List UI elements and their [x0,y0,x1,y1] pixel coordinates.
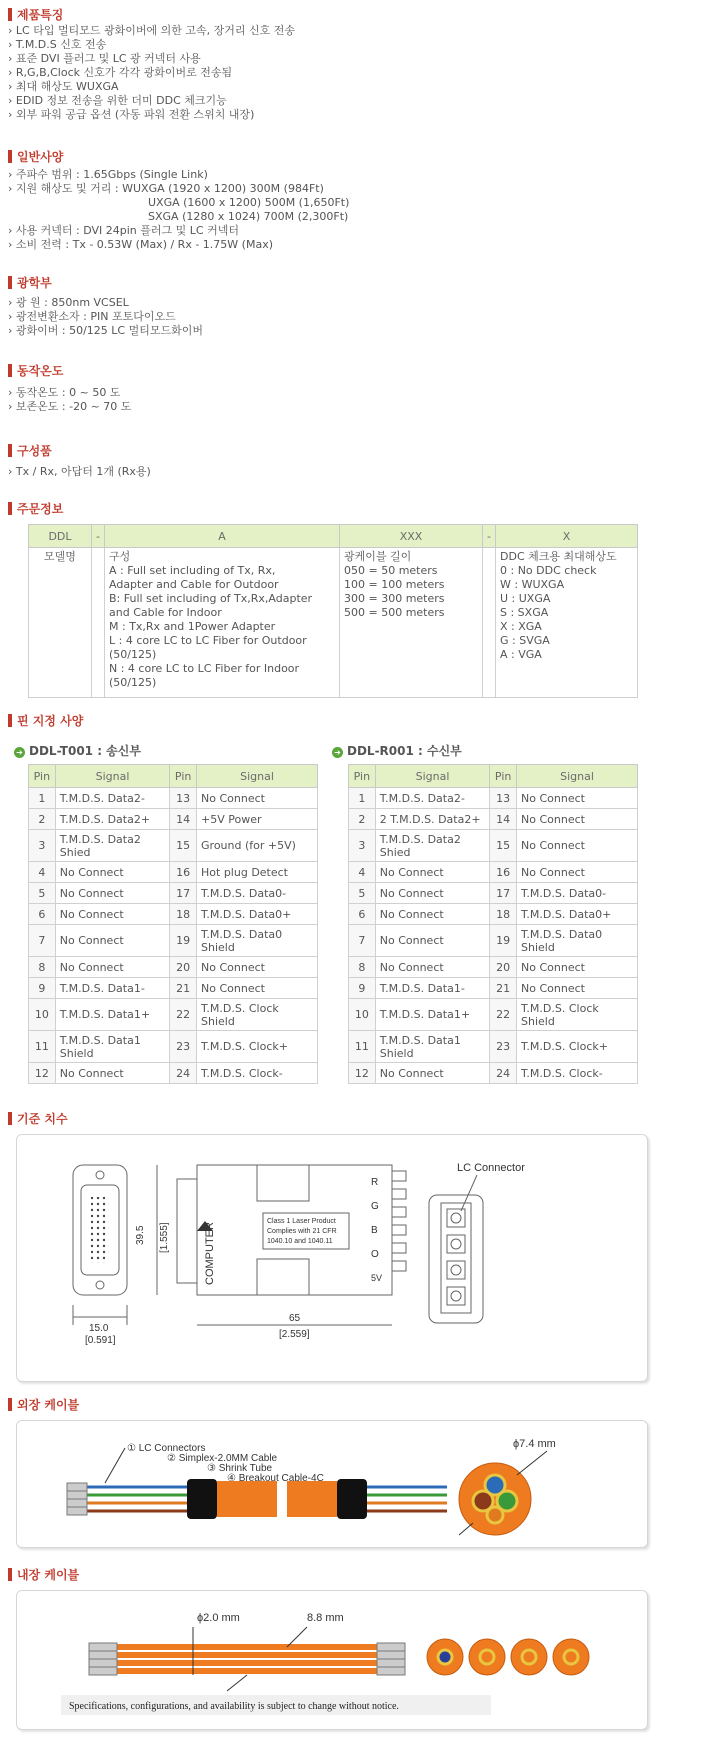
order-a-line: B: Full set including of Tx,Rx,Adapter [109,592,313,605]
pin-table-header: Pin [490,765,517,788]
table-row [349,999,638,1031]
pin-signal: No Connect [517,862,638,883]
table-row [29,1031,318,1063]
order-xxx-line: 050 = 50 meters [344,564,438,577]
lc-connector-label: LC Connector [457,1162,525,1174]
led-o: O [371,1249,379,1260]
dimension-svg [17,1135,647,1381]
pin-signal: T.M.D.S. Clock- [517,1063,638,1084]
order-a-line: A : Full set including of Tx, Rx, [109,564,276,577]
pin-number: 19 [170,925,197,957]
pin-number: 12 [349,1063,376,1084]
list-item: › LC 타입 멀티모드 광화이버에 의한 고속, 장거리 신호 전송 [8,24,295,38]
label-lc-connectors: ① LC Connectors [127,1443,206,1454]
table-row [349,925,638,957]
pin-number: 24 [490,1063,517,1084]
pin-number: 12 [29,1063,56,1084]
table-row [29,809,318,830]
pin-number: 18 [490,904,517,925]
pin-signal: 2 T.M.D.S. Data2+ [375,809,490,830]
list-item: › R,G,B,Clock 신호가 각각 광화이버로 전송됨 [8,66,295,80]
order-a-line: and Cable for Indoor [109,606,222,619]
table-row [349,788,638,809]
pin-number: 22 [490,999,517,1031]
pin-number: 11 [349,1031,376,1063]
pin-signal: T.M.D.S. Data2- [375,788,490,809]
table-row [29,925,318,957]
pin-number: 4 [29,862,56,883]
list-item: › 광화이버 : 50/125 LC 멀티모드화이버 [8,324,203,338]
pin-signal: T.M.D.S. Clock Shield [517,999,638,1031]
order-x-line: S : SXGA [500,606,549,619]
pin-signal: T.M.D.S. Data2 Shied [375,830,490,862]
pin-number: 16 [170,862,197,883]
features-list [8,24,295,122]
pin-number: 10 [29,999,56,1031]
pin-signal: No Connect [517,809,638,830]
table-row [29,788,318,809]
pin-signal: T.M.D.S. Data2- [55,788,170,809]
pin-signal: T.M.D.S. Clock- [197,1063,318,1084]
pin-number: 14 [170,809,197,830]
pin-signal: No Connect [375,925,490,957]
order-a-line: (50/125) [109,648,157,661]
pin-table-header: Pin [349,765,376,788]
rx-pin-title: ➔ DDL-R001 : 수신부 [332,742,462,759]
order-a-line: M : Tx,Rx and 1Power Adapter [109,620,276,633]
order-x-line: U : UXGA [500,592,551,605]
list-item: › 표준 DVI 플러그 및 LC 광 커넥터 사용 [8,52,295,66]
pin-signal: +5V Power [197,809,318,830]
order-header: - [483,525,496,548]
tx-pin-title: ➔ DDL-T001 : 송신부 [14,742,141,759]
pin-signal: No Connect [197,978,318,999]
label-width: 8.8 mm [307,1612,344,1624]
pin-number: 6 [29,904,56,925]
led-r: R [371,1177,379,1188]
pin-signal: No Connect [517,957,638,978]
notice-text: Specifications, configurations, and availability is subject to change without notice. [69,1701,399,1712]
pin-number: 14 [490,809,517,830]
pin-number: 6 [349,904,376,925]
table-row [349,830,638,862]
outdoor-cable-drawing [16,1420,648,1548]
pin-number: 17 [170,883,197,904]
list-item: › 지원 해상도 및 거리 : WUXGA (1920 x 1200) 300M (984Ft) [8,182,349,196]
order-a-line: N : 4 core LC to LC Fiber for Indoor [109,662,300,675]
arrow-icon: ➔ [14,747,25,758]
list-item: UXGA (1600 x 1200) 500M (1,650Ft) [148,196,350,209]
table-row [29,830,318,862]
section-title-dims: 기준 치수 [8,1110,68,1127]
pin-number: 13 [490,788,517,809]
table-row [29,957,318,978]
pin-number: 20 [490,957,517,978]
laser-line-2: Complies with 21 CFR [267,1228,337,1235]
pin-number: 20 [170,957,197,978]
pin-signal: T.M.D.S. Data0 Shield [517,925,638,957]
order-header: X [496,525,638,548]
pin-number: 2 [349,809,376,830]
pin-signal: No Connect [375,862,490,883]
pin-signal: No Connect [375,883,490,904]
table-row [29,978,318,999]
dim-width-inch: [0.591] [85,1335,116,1346]
led-5v: 5V [371,1273,383,1283]
table-row [349,1031,638,1063]
pin-table-header: Pin [29,765,56,788]
pin-number: 24 [170,1063,197,1084]
order-x-line: W : WUXGA [500,578,565,591]
led-g: G [371,1201,379,1212]
pin-signal: T.M.D.S. Data0- [197,883,318,904]
pin-table-header: Signal [375,765,490,788]
table-row [29,1063,318,1084]
order-header: XXX [340,525,483,548]
table-row [349,957,638,978]
order-header: A [105,525,340,548]
pin-number: 4 [349,862,376,883]
pin-signal: No Connect [375,904,490,925]
pin-signal: No Connect [55,957,170,978]
list-item: › EDID 정보 전송을 위한 더미 DDC 체크기능 [8,94,295,108]
table-row [29,904,318,925]
order-a-line: (50/125) [109,676,157,689]
pin-number: 23 [170,1031,197,1063]
label-shrink: ③ Shrink Tube [207,1463,273,1474]
pin-number: 19 [490,925,517,957]
list-item: › 광전변환소자 : PIN 포토다이오드 [8,310,203,324]
label-diameter: ϕ7.4 mm [513,1438,556,1450]
pin-signal: T.M.D.S. Data1- [375,978,490,999]
laser-line-1: Class 1 Laser Product [267,1218,336,1225]
label-breakout: ④ Breakout Cable-4C [227,1473,324,1484]
order-spacer [92,548,105,698]
outdoor-cable-svg [17,1421,647,1547]
dimension-drawing [16,1134,648,1382]
simplex-cables [87,1487,187,1511]
pin-number: 1 [349,788,376,809]
pin-number: 5 [349,883,376,904]
order-x-line: G : SVGA [500,634,550,647]
list-item: › 광 원 : 850nm VCSEL [8,296,203,310]
pin-number: 9 [29,978,56,999]
order-xxx-line: 광케이블 길이 [344,550,412,563]
section-title-optical: 광학부 [8,274,52,291]
simplex-cables-right [367,1487,447,1511]
pin-signal: T.M.D.S. Data0+ [517,904,638,925]
order-table [28,524,638,698]
pin-number: 9 [349,978,376,999]
pin-number: 22 [170,999,197,1031]
table-row [29,999,318,1031]
pin-number: 1 [29,788,56,809]
order-xxx-line: 300 = 300 meters [344,592,445,605]
list-item: › 사용 커넥터 : DVI 24pin 플러그 및 LC 커넥터 [8,224,349,238]
indoor-cable-svg [17,1591,647,1729]
pin-signal: T.M.D.S. Data0+ [197,904,318,925]
list-item: › 주파수 범위 : 1.65Gbps (Single Link) [8,168,349,182]
components-list [8,465,151,479]
pin-number: 18 [170,904,197,925]
pin-number: 13 [170,788,197,809]
table-row [349,883,638,904]
pin-signal: No Connect [197,957,318,978]
breakout-cable [217,1481,277,1517]
indoor-cross-sections [427,1639,589,1675]
dim-height-label: 39.5 [135,1225,146,1245]
pin-signal: No Connect [375,1063,490,1084]
list-item: › Tx / Rx, 아답터 1개 (Rx용) [8,465,151,479]
pin-number: 23 [490,1031,517,1063]
order-label: 모델명 [29,548,92,698]
computer-label: COMPUTER [204,1222,216,1285]
pin-signal: T.M.D.S. Data1 Shield [375,1031,490,1063]
pin-signal: No Connect [375,957,490,978]
order-spacer [483,548,496,698]
laser-line-3: 1040.10 and 1040.11 [267,1238,333,1245]
table-row [29,862,318,883]
list-item: › 동작온도 : 0 ~ 50 도 [8,386,131,400]
order-x-line: X : XGA [500,620,542,633]
table-row [349,862,638,883]
general-list [8,168,349,252]
list-item: › 외부 파워 공급 옵션 (자동 파워 전환 스위치 내장) [8,108,295,122]
rx-pin-table [348,764,638,1084]
pin-signal: T.M.D.S. Data2 Shied [55,830,170,862]
pin-signal: No Connect [55,862,170,883]
pin-signal: T.M.D.S. Data0- [517,883,638,904]
dim-width-label: 15.0 [89,1323,109,1334]
label-simplex: ② Simplex-2.0MM Cable [167,1453,278,1464]
pin-number: 8 [349,957,376,978]
pin-number: 21 [170,978,197,999]
led-b: B [371,1225,378,1236]
pin-number: 11 [29,1031,56,1063]
label-fiber-diameter: ϕ2.0 mm [197,1612,240,1624]
dim-length-inch: [2.559] [279,1329,310,1340]
pin-signal: T.M.D.S. Clock+ [517,1031,638,1063]
pin-signal: No Connect [55,883,170,904]
lc-ports-side [392,1171,406,1271]
pin-signal: No Connect [517,978,638,999]
pin-number: 15 [170,830,197,862]
pin-signal: Ground (for +5V) [197,830,318,862]
pin-signal: T.M.D.S. Data1- [55,978,170,999]
indoor-fibers [117,1647,377,1671]
order-x-line: 0 : No DDC check [500,564,597,577]
pin-signal: No Connect [55,925,170,957]
list-item: › 최대 해상도 WUXGA [8,80,295,94]
pin-signal: T.M.D.S. Data0 Shield [197,925,318,957]
table-row [29,883,318,904]
pin-signal: No Connect [197,788,318,809]
pin-signal: T.M.D.S. Data2+ [55,809,170,830]
pin-table-header: Signal [517,765,638,788]
pin-signal: Hot plug Detect [197,862,318,883]
pin-signal: No Connect [517,788,638,809]
pin-number: 16 [490,862,517,883]
pin-signal: T.M.D.S. Data1 Shield [55,1031,170,1063]
order-col-x [496,548,638,698]
indoor-cable-drawing [16,1590,648,1730]
pin-number: 17 [490,883,517,904]
tx-pin-table [28,764,318,1084]
pin-number: 7 [29,925,56,957]
optical-list [8,296,203,338]
pin-table-header: Signal [197,765,318,788]
pin-signal: T.M.D.S. Clock+ [197,1031,318,1063]
shrink-tube [187,1479,217,1519]
pin-signal: No Connect [55,1063,170,1084]
table-row [349,1063,638,1084]
pin-number: 21 [490,978,517,999]
order-a-line: L : 4 core LC to LC Fiber for Outdoor [109,634,307,647]
pin-signal: No Connect [55,904,170,925]
pin-signal: T.M.D.S. Data1+ [375,999,490,1031]
pin-signal: No Connect [517,830,638,862]
section-title-features: 제품특징 [8,6,63,23]
order-xxx-line: 500 = 500 meters [344,606,445,619]
list-item: › 소비 전력 : Tx - 0.53W (Max) / Rx - 1.75W (Max) [8,238,349,252]
section-title-pins: 핀 지정 사양 [8,712,83,729]
pin-number: 15 [490,830,517,862]
order-x-line: DDC 체크용 최대해상도 [500,550,617,563]
section-title-components: 구성품 [8,442,52,459]
order-xxx-line: 100 = 100 meters [344,578,445,591]
table-row [349,904,638,925]
pin-number: 10 [349,999,376,1031]
pin-number: 3 [349,830,376,862]
pin-number: 3 [29,830,56,862]
pin-number: 5 [29,883,56,904]
dim-length-label: 65 [289,1313,301,1324]
order-x-line: A : VGA [500,648,542,661]
section-title-outdoor: 외장 케이블 [8,1396,79,1413]
pin-number: 2 [29,809,56,830]
dim-height-inch: [1.555] [159,1222,170,1253]
pin-table-header: Pin [170,765,197,788]
order-col-xxx [340,548,483,698]
list-item: › T.M.D.S 신호 전송 [8,38,295,52]
section-title-temp: 동작온도 [8,362,63,379]
order-header: - [92,525,105,548]
order-col-a [105,548,340,698]
order-header: DDL [29,525,92,548]
pin-number: 7 [349,925,376,957]
table-row [349,809,638,830]
section-title-indoor: 내장 케이블 [8,1566,79,1583]
list-item: › 보존온도 : -20 ~ 70 도 [8,400,131,414]
section-title-order: 주문정보 [8,500,63,517]
dvi-pins [91,1197,109,1263]
order-a-line: 구성 [109,550,131,563]
list-item: SXGA (1280 x 1024) 700M (2,300Ft) [148,210,349,223]
table-row [349,978,638,999]
dvi-side [177,1179,197,1283]
pin-table-header: Signal [55,765,170,788]
lc-connectors [67,1483,87,1515]
arrow-icon: ➔ [332,747,343,758]
pin-signal: T.M.D.S. Data1+ [55,999,170,1031]
pin-number: 8 [29,957,56,978]
order-a-line: Adapter and Cable for Outdoor [109,578,279,591]
section-title-general: 일반사양 [8,148,63,165]
pin-signal: T.M.D.S. Clock Shield [197,999,318,1031]
temp-list [8,386,131,414]
